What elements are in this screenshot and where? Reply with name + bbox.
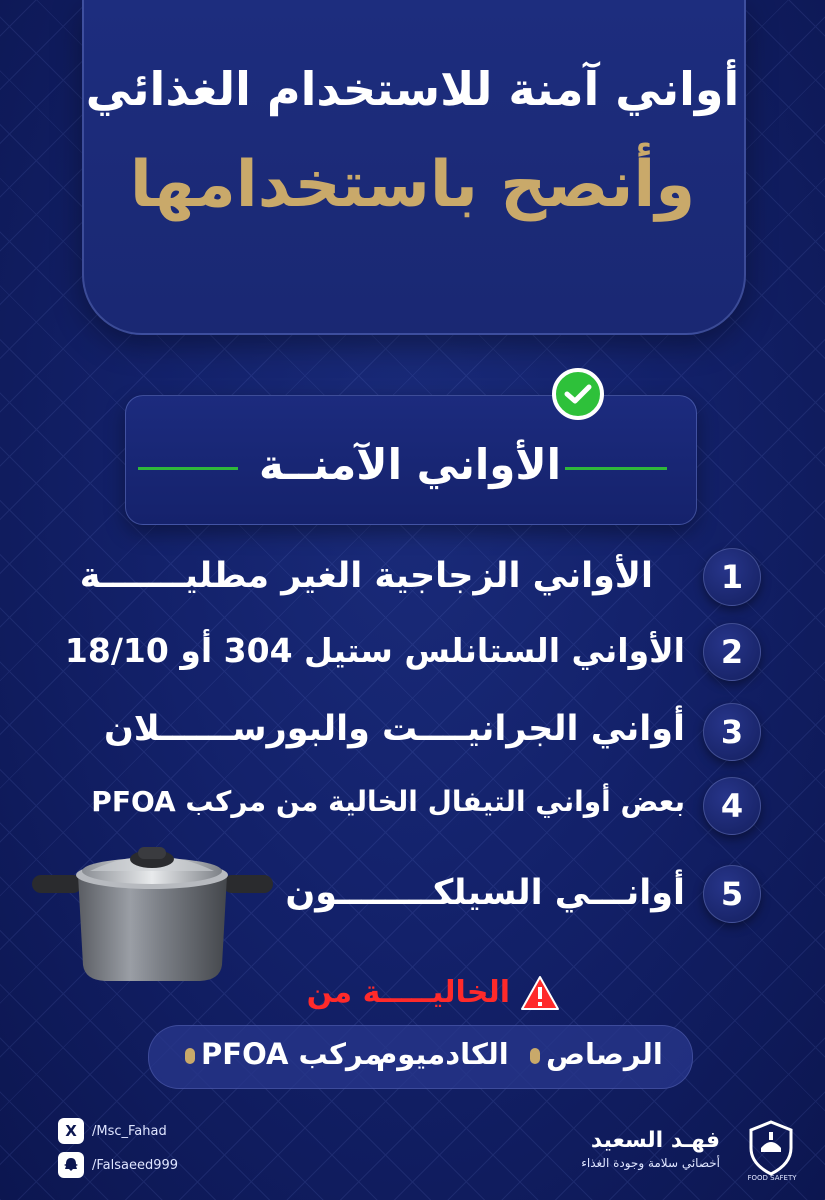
free-item: الرصاص [530, 1037, 663, 1071]
list-item [0, 703, 825, 763]
author-role: أخصائي سلامة وجودة الغذاء [581, 1156, 720, 1170]
item-text: أوانـــي السيلكــــــــون [285, 873, 685, 913]
food-safety-label: FOOD SAFETY [747, 1174, 797, 1182]
item-number: 1 [703, 548, 761, 606]
cooking-pot-image [30, 845, 275, 985]
safe-section-title: الأواني الآمنــة [258, 440, 562, 489]
item-number: 3 [703, 703, 761, 761]
snap-handle[interactable]: /Falsaeed999 [58, 1152, 178, 1178]
free-from-heading [290, 975, 560, 1015]
item-number: 4 [703, 777, 761, 835]
list-item [0, 623, 825, 683]
check-icon [552, 368, 604, 420]
item-text: الأواني الستانلس ستيل 304 أو 18/10 [64, 631, 685, 670]
page-title: أواني آمنة للاستخدام الغذائي [85, 62, 740, 116]
x-handle[interactable]: X /Msc_Fahad [58, 1118, 167, 1144]
page-subtitle: وأنصح باستخدامها [129, 148, 696, 222]
free-from-label: الخاليـــــة من [306, 975, 510, 1010]
item-text: أواني الجرانيــــت والبورســــــلان [103, 709, 685, 749]
item-text: الأواني الزجاجية الغير مطليـــــــة [79, 556, 653, 596]
item-number: 2 [703, 623, 761, 681]
item-text: بعض أواني التيفال الخالية من مركب PFOA [91, 785, 685, 818]
snapchat-icon [58, 1152, 84, 1178]
author-name: فهـد السعيد [590, 1128, 720, 1153]
x-logo-icon: X [58, 1118, 84, 1144]
divider-right [565, 467, 667, 470]
list-item [0, 548, 825, 608]
divider-left [138, 467, 238, 470]
list-item [0, 777, 825, 837]
free-item: الكادميوم [360, 1037, 509, 1071]
food-safety-logo [745, 1118, 797, 1180]
free-item: مركب PFOA [185, 1037, 382, 1071]
warning-icon [520, 975, 560, 1011]
item-number: 5 [703, 865, 761, 923]
